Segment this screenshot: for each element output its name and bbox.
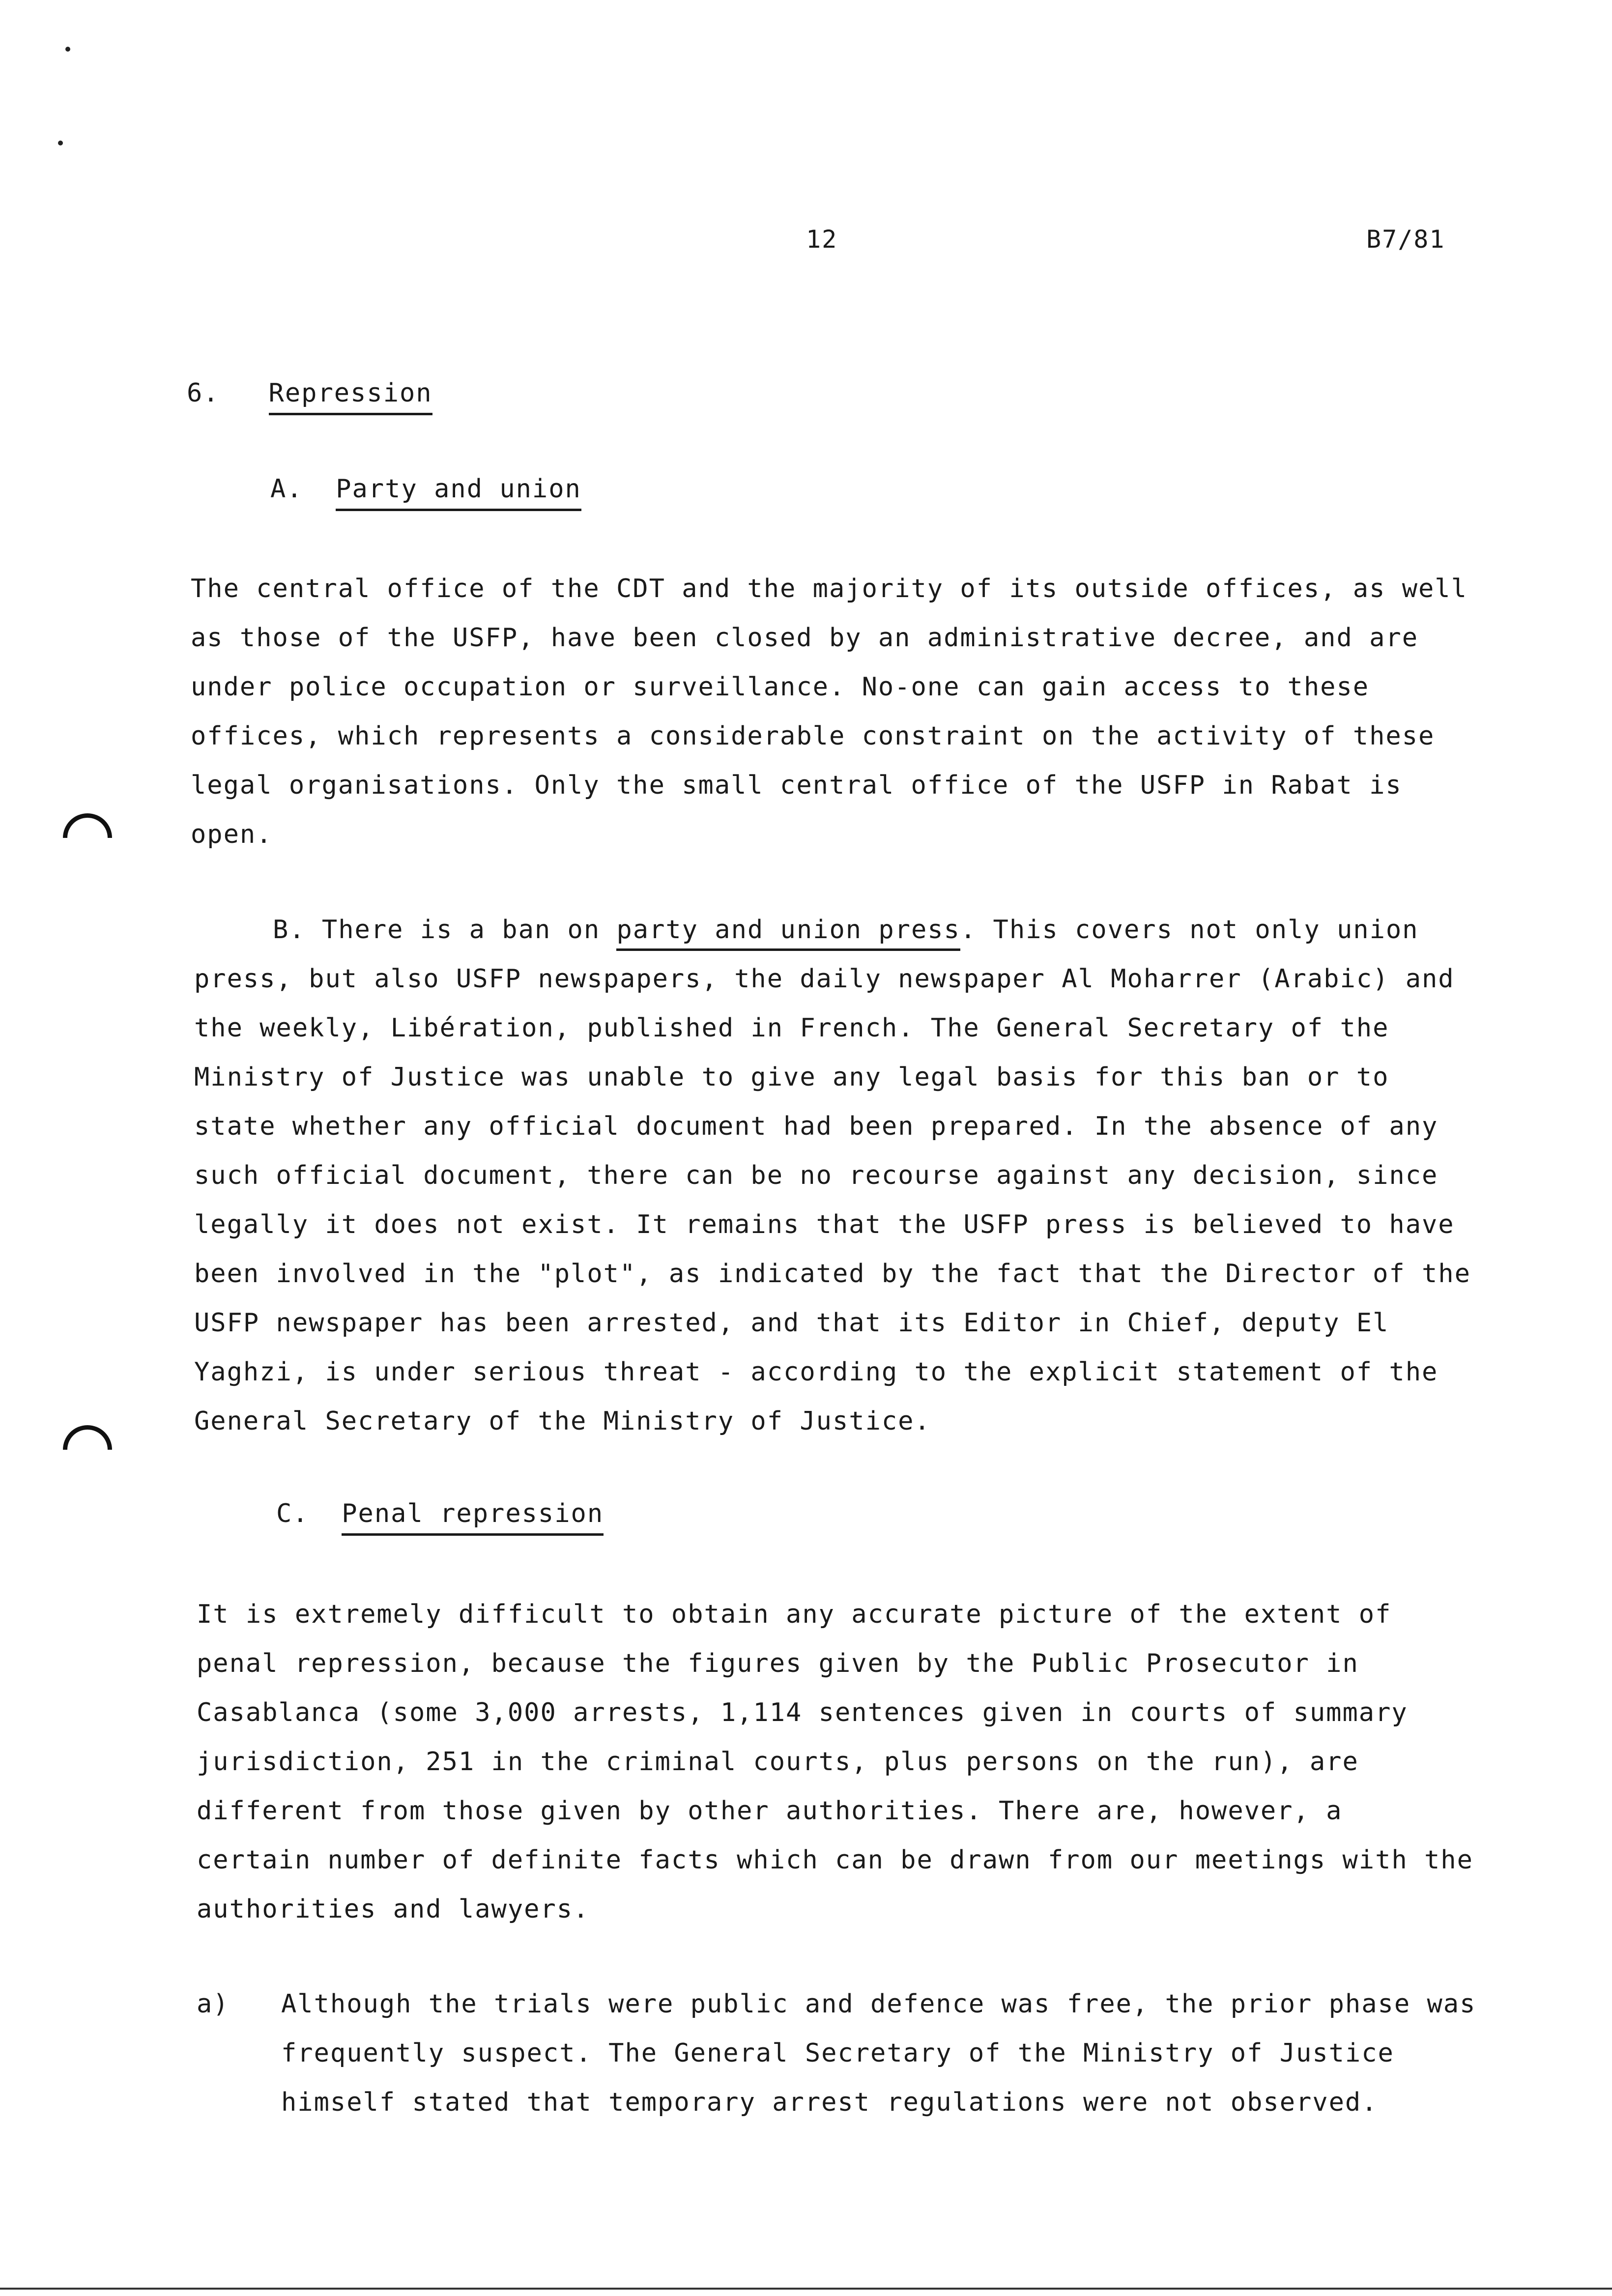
text-line: as those of the USFP, have been closed by an administrative decree, and are [191,623,1418,653]
text-line [194,905,1471,954]
text-line: press, but also USFP newspapers, the daily newspaper Al Moharrer (Arabic) and [194,964,1455,994]
text-line: different from those given by other authorities. There are, however, a [197,1796,1343,1826]
text-line: authorities and lawyers. [197,1894,590,1924]
text-line: offices, which represents a considerable constraint on the activity of these [191,721,1435,751]
text-line: Ministry of Justice was unable to give any legal basis for this ban or to [194,1062,1389,1092]
section-title: Repression [269,378,432,415]
text-line: legal organisations. Only the small central office of the USFP in Rabat is [191,771,1402,800]
scan-speck [58,141,63,145]
text-line: certain number of definite facts which can be drawn from our meetings with the [197,1845,1473,1875]
text-line: It is extremely difficult to obtain any accurate picture of the extent of [197,1600,1392,1629]
document-reference: B7/81 [1366,225,1445,254]
subsection-c-paragraph [197,1590,1473,1934]
section-number: 6. [187,378,220,408]
page-number: 12 [806,225,838,254]
text-line: General Secretary of the Ministry of Justice. [194,1406,931,1436]
text-line: open. [191,820,273,849]
subsection-c-heading [276,1499,604,1536]
punch-hole-mark [63,813,112,838]
subsection-a-title: Party and union [336,474,581,511]
subsection-c-letter: C. [276,1499,309,1528]
text-line: himself stated that temporary arrest regulations were not observed. [281,2088,1378,2117]
section-heading [187,378,432,415]
text-line: The central office of the CDT and the majority of its outside offices, as well [191,574,1468,603]
text-line: Yaghzi, is under serious threat - according to the explicit statement of the [194,1357,1439,1387]
subsection-b-first-rest: . This covers not only union [960,915,1419,945]
page-bottom-rule [0,2288,1612,2290]
text-line: jurisdiction, 251 in the criminal courts, plus persons on the run), are [197,1747,1359,1777]
text-line: penal repression, because the figures given by the Public Prosecutor in [197,1649,1359,1678]
text-line: frequently suspect. The General Secretary of the Ministry of Justice [281,2038,1394,2068]
subsection-a-heading [270,474,581,511]
text-line: the weekly, Libération, published in French. The General Secretary of the [194,1013,1389,1043]
subsection-c-title: Penal repression [342,1499,604,1536]
punch-hole-mark [63,1425,112,1450]
text-line: been involved in the "plot", as indicated by the fact that the Director of the [194,1259,1471,1289]
text-line: legally it does not exist. It remains that the USFP press is believed to have [194,1210,1455,1239]
text-line: state whether any official document had been prepared. In the absence of any [194,1112,1439,1141]
text-line: under police occupation or surveillance. No-one can gain access to these [191,672,1370,702]
subsection-b-lead: B. There is a ban on [273,915,617,945]
subsection-a-paragraph [191,564,1468,859]
scan-speck [65,47,70,52]
subsection-b-title: party and union press [616,915,960,951]
list-item-a [281,1980,1476,2127]
list-item-marker: a) [197,1989,230,2019]
text-line: USFP newspaper has been arrested, and that its Editor in Chief, deputy El [194,1308,1389,1338]
subsection-a-letter: A. [270,474,303,504]
text-line: such official document, there can be no recourse against any decision, since [194,1161,1439,1190]
text-line: Although the trials were public and defence was free, the prior phase was [281,1989,1476,2019]
text-line: Casablanca (some 3,000 arrests, 1,114 sentences given in courts of summary [197,1698,1408,1727]
subsection-b-paragraph [194,905,1471,1446]
